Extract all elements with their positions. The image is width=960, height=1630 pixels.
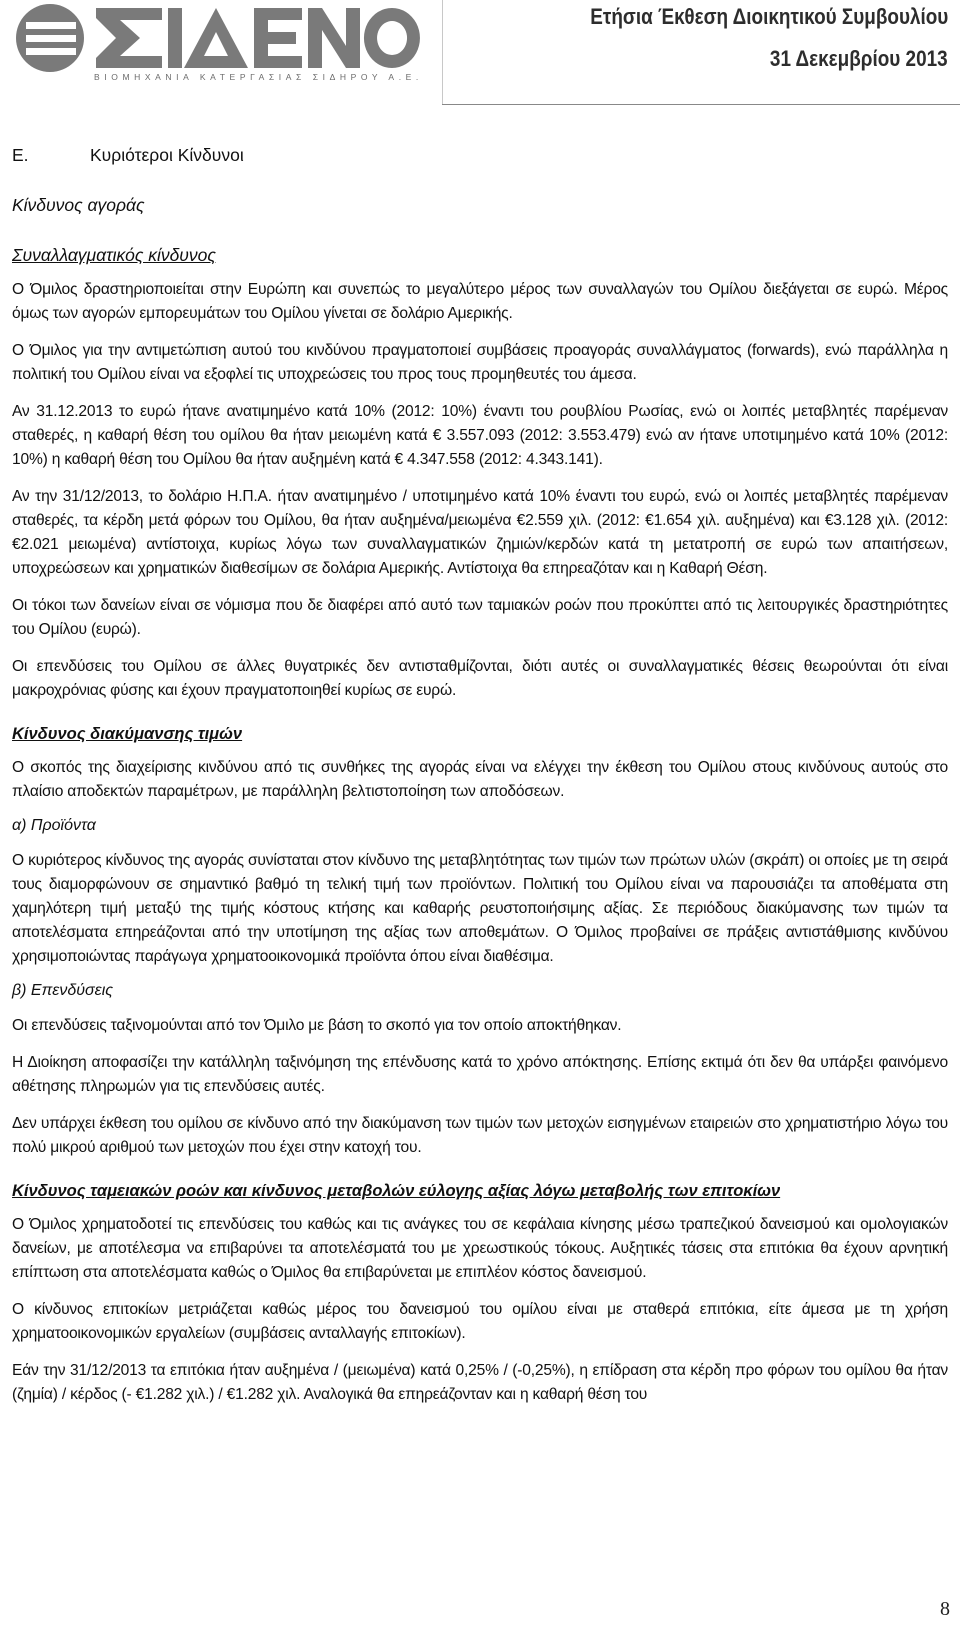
investments-paragraph-3: Δεν υπάρχει έκθεση του ομίλου σε κίνδυνο από την διακύμανση των τιμών των μετοχών εισηγμένων εταιρειών στο χρηματιστήριο λόγω του πολύ μικρού αριθμού των μετοχών που έχει στην κατοχή του. <box>12 1115 948 1156</box>
logo-subtitle: ΒΙΟΜΗΧΑΝΙΑ ΚΑΤΕΡΓΑΣΙΑΣ ΣΙΔΗΡΟΥ Α.Ε. <box>94 72 423 82</box>
fx-paragraph-5: Οι τόκοι των δανείων είναι σε νόμισμα που δε διαφέρει από αυτό των ταμιακών ροών που προκύπτει από τις λειτουργικές δραστηριότητες του Ομίλου (ευρώ). <box>12 597 948 638</box>
fx-paragraph-2: Ο Όμιλος για την αντιμετώπιση αυτού του κινδύνου πραγματοποιεί συμβάσεις προαγοράς συναλλάγματος (forwards), ενώ παράλληλα η πολιτική του Ομίλου είναι να εξοφλεί τις υποχρεώσεις του προς τους προμηθευτές του άμεσα. <box>12 342 948 383</box>
investments-paragraph-1: Οι επενδύσεις ταξινομούνται από τον Όμιλο με βάση το σκοπό για τον οποίο αποκτήθηκαν. <box>12 1017 622 1034</box>
report-date: 31 Δεκεμβρίου 2013 <box>770 46 948 71</box>
header-rule <box>442 104 960 105</box>
page-content <box>12 145 948 1420</box>
investments-subheading: β) Επενδύσεις <box>12 982 114 999</box>
price-risk-paragraph-1: Ο σκοπός της διαχείρισης κινδύνου από τις συνθήκες της αγοράς είναι να ελέγχει την έκθεση του Ομίλου στους κινδύνους αυτούς στο πλαίσιο αποδεκτών παραμέτρων, με παράλληλη βελτιστοποίηση των αποδόσεων. <box>12 759 948 800</box>
cashflow-paragraph-2: Ο κίνδυνος επιτοκίων μετριάζεται καθώς μέρος του δανεισμού του ομίλου είναι με σταθερά επιτόκια, είτε άμεσα με τη χρήση χρηματοοικονομικών εργαλείων (συμβάσεις ανταλλαγής επιτοκίων). <box>12 1301 948 1342</box>
cashflow-paragraph-3: Εάν την 31/12/2013 τα επιτόκια ήταν αυξημένα / (μειωμένα) κατά 0,25% / (-0,25%), η επίδραση στα κέρδη προ φόρων του ομίλου θα ήταν (ζημία) / κέρδος (- €1.282 χιλ.) / €1.282 χιλ. Αναλογικά θα επηρεάζονταν και η καθαρή θέση του <box>12 1362 948 1403</box>
header-divider-vertical <box>442 0 443 105</box>
fx-paragraph-6: Οι επενδύσεις του Ομίλου σε άλλες θυγατρικές δεν αντισταθμίζονται, διότι αυτές οι συναλλαγματικές θέσεις θεωρούνται ότι είναι μακροχρόνιας φύσης και έχουν πραγματοποιηθεί κυρίως σε ευρώ. <box>12 658 948 699</box>
page-number: 8 <box>940 1598 950 1620</box>
report-title: Ετήσια Έκθεση Διοικητικού Συμβουλίου <box>589 4 948 29</box>
cashflow-risk-heading: Κίνδυνος ταμειακών ροών και κίνδυνος μεταβολών εύλογης αξίας λόγω μεταβολής των επιτοκίων <box>12 1182 781 1200</box>
products-subheading: α) Προϊόντα <box>12 817 96 834</box>
investments-paragraph-2: Η Διοίκηση αποφασίζει την κατάλληλη ταξινόμηση της επένδυσης κατά το χρόνο απόκτησης. Επίσης εκτιμά ότι δεν θα υπάρξει φαινόμενο αθέτησης πληρωμών για τις επενδύσεις αυτές. <box>12 1054 948 1095</box>
market-risk-heading: Κίνδυνος αγοράς <box>12 195 145 215</box>
section-heading <box>12 145 948 166</box>
section-letter: Ε. <box>12 145 29 165</box>
fx-paragraph-4: Αν την 31/12/2013, το δολάριο Η.Π.Α. ήταν ανατιμημένο / υποτιμημένο κατά 10% έναντι του ευρώ, ενώ οι λοιπές μεταβλητές παρέμεναν σταθερές, τα κέρδη μετά φόρων του Ομίλου, θα ήταν αυξημένα/μειωμένα €2.559 χιλ. (2012: €1.654 χιλ. αυξημένα) και €3.128 χιλ. (2012: €2.021 μειωμένα) αντίστοιχα, κυρίως λόγω των συναλλαγματικών ζημιών/κερδών κατά τη μετατροπή σε ευρώ των απαιτήσεων, υποχρεώσεων και χρηματικών διαθεσίμων σε δολάρια Αμερικής. Αντίστοιχα θα επηρεαζόταν και η Καθαρή Θέση. <box>12 488 948 577</box>
fx-paragraph-3: Αν 31.12.2013 το ευρώ ήτανε ανατιμημένο κατά 10% (2012: 10%) έναντι του ρουβλίου Ρωσίας, ενώ οι λοιπές μεταβλητές παρέμεναν σταθερές, η καθαρή θέση του ομίλου θα ήταν μειωμένη κατά € 3.557.093 (2012: 3.553.479) ενώ αν ήτανε υποτιμημένο κατά 10% (2012: 10%) η καθαρή θέση του Ομίλου θα ήταν αυξημένη κατά € 4.347.558 (2012: 4.343.141). <box>12 403 948 468</box>
fx-risk-heading: Συναλλαγματικός κίνδυνος <box>12 245 216 265</box>
fx-paragraph-1: Ο Όμιλος δραστηριοποιείται στην Ευρώπη και συνεπώς το μεγαλύτερο μέρος των συναλλαγών του Ομίλου διεξάγεται σε ευρώ. Μέρος όμως των αγορών εμπορευμάτων του Ομίλου γίνεται σε δολάριο Αμερικής. <box>12 281 948 322</box>
cashflow-paragraph-1: Ο Όμιλος χρηματοδοτεί τις επενδύσεις του καθώς και τις ανάγκες του σε κεφάλαια κίνησης μέσω τραπεζικού δανεισμού και ομολογιακών δανείων, με αποτέλεσμα να επιβαρύνει τα αποτελέσματά του με χρεωστικούς τόκους. Αυξητικές τάσεις στα επιτόκια θα έχουν αρνητική επίπτωση στα αποτελέσματα καθώς ο Όμιλος θα επιβαρύνεται με επιπλέον κόστος δανεισμού. <box>12 1216 948 1281</box>
section-title: Κυριότεροι Κίνδυνοι <box>90 145 244 165</box>
products-paragraph: Ο κυριότερος κίνδυνος της αγοράς συνίσταται στον κίνδυνο της μεταβλητότητας των τιμών των πρώτων υλών (σκράπ) οι οποίες με τη σειρά τους διαμορφώνουν σε σημαντικό βαθμό τη τελική τιμή των προϊόντων. Πολιτική του Ομίλου είναι να παρουσιάζει τα αποθέματα στη χαμηλότερη τιμή μεταξύ της τιμής κόστους κτήσης και καθαρής ρευστοποιήσιμης αξίας. Σε περιόδους διακύμανσης των τιμών τα αποτελέσματα επηρεάζονται από την υποτίμηση της αξίας των αποθεμάτων. Ο Όμιλος προβαίνει σε πράξεις αντιστάθμισης κινδύνου χρησιμοποιώντας παράγωγα χρηματοοικονομικά προϊόντα όπου είναι διαθέσιμα. <box>12 852 948 965</box>
price-risk-heading: Κίνδυνος διακύμανσης τιμών <box>12 725 243 743</box>
page-header <box>0 0 960 110</box>
